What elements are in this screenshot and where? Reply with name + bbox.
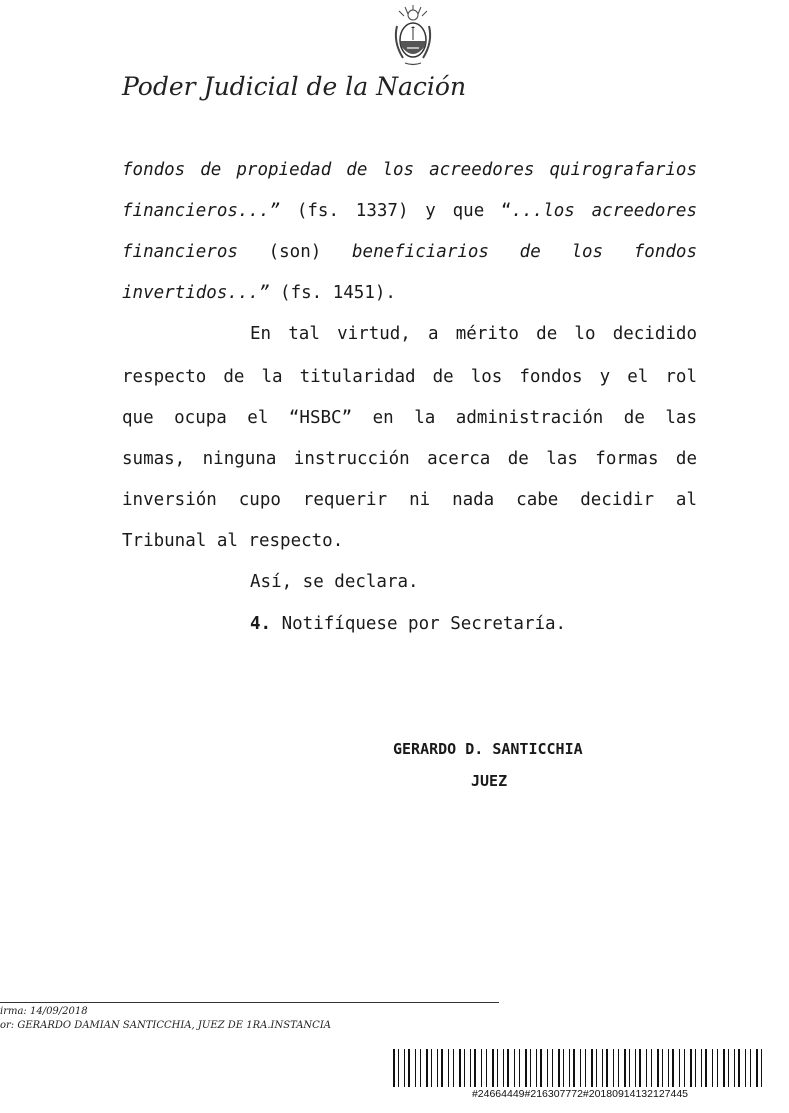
paragraph-line: fondos de propiedad de los acreedores quirografarios <box>122 160 697 180</box>
paragraph-line: inversión cupo requerir ni nada cabe decidir al <box>122 490 697 510</box>
signature-signer: or: GERARDO DAMIAN SANTICCHIA, JUEZ DE 1RA.INSTANCIA <box>0 1020 332 1031</box>
paragraph-line: Así, se declara. <box>250 572 419 592</box>
signature-date: irma: 14/09/2018 <box>0 1006 88 1017</box>
signer-name: GERARDO D. SANTICCHIA <box>393 740 583 758</box>
header-title: Poder Judicial de la Nación <box>122 72 467 101</box>
barcode-number: #24664449#216307772#20180914132127445 <box>471 1088 689 1100</box>
item-number: 4. <box>250 614 272 634</box>
paragraph-line: financieros (son) beneficiarios de los fondos <box>122 242 697 262</box>
barcode-icon <box>393 1049 767 1087</box>
paragraph-line: sumas, ninguna instrucción acerca de las formas de <box>122 449 697 469</box>
paragraph-line: En tal virtud, a mérito de lo decidido <box>250 324 697 344</box>
paragraph-line: invertidos...” (fs. 1451). <box>122 283 396 303</box>
signer-role: JUEZ <box>471 772 508 790</box>
footer-divider <box>0 1002 499 1003</box>
paragraph-line: 4. Notifíquese por Secretaría. <box>250 614 567 634</box>
paragraph-line: financieros...” (fs. 1337) y que “...los acreedores <box>122 201 697 221</box>
paragraph-line: que ocupa el “HSBC” en la administración de las <box>122 408 697 428</box>
coat-of-arms-icon <box>391 4 435 66</box>
paragraph-line: Tribunal al respecto. <box>122 531 344 551</box>
paragraph-line: respecto de la titularidad de los fondos y el rol <box>122 367 697 387</box>
